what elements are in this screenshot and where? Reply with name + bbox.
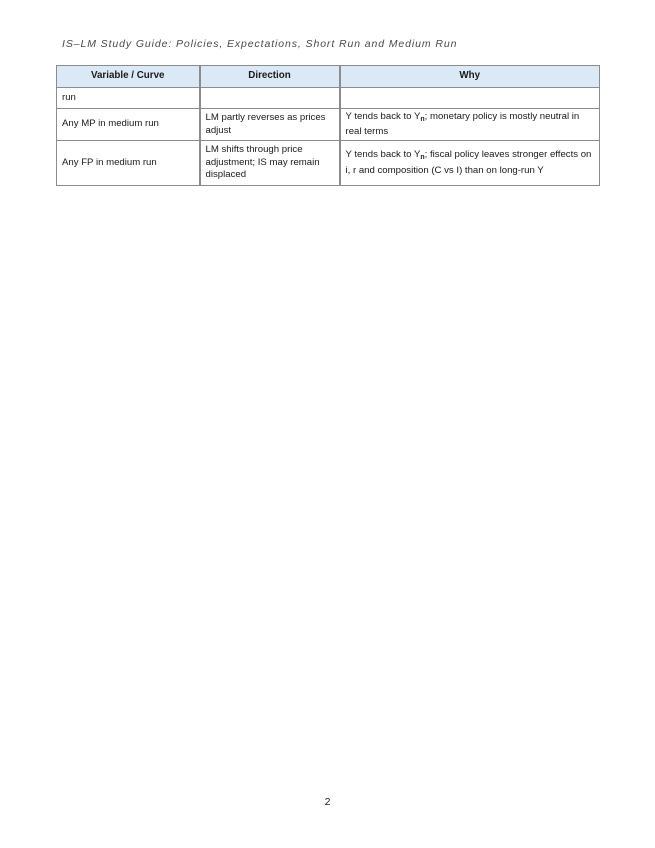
cell-why bbox=[340, 88, 600, 109]
cell-why-text-after: ; monetary policy is mostly neutral in real terms bbox=[345, 110, 580, 137]
table-row bbox=[57, 141, 600, 186]
cell-direction: LM partly reverses as prices adjust bbox=[200, 109, 340, 141]
cell-why-text-after: ; fiscal policy leaves stronger effects on i, r and composition (C vs I) than on long-run Y bbox=[345, 149, 592, 176]
table-header-row bbox=[57, 66, 600, 88]
cell-variable: Any FP in medium run bbox=[57, 141, 200, 186]
natural-output-subscript: n bbox=[420, 154, 425, 162]
cell-variable: run bbox=[57, 88, 200, 109]
policy-summary-table bbox=[56, 65, 600, 186]
natural-output-subscript: n bbox=[420, 115, 425, 123]
table-row bbox=[57, 88, 600, 109]
cell-why bbox=[340, 109, 600, 141]
column-header-why: Why bbox=[340, 66, 600, 88]
cell-variable: Any MP in medium run bbox=[57, 109, 200, 141]
cell-why-text-before: Y tends back to Y bbox=[345, 149, 421, 161]
column-header-variable: Variable / Curve bbox=[57, 66, 200, 88]
cell-direction: LM shifts through price adjustment; IS may remain displaced bbox=[200, 141, 340, 186]
cell-why bbox=[340, 141, 600, 186]
cell-direction bbox=[200, 88, 340, 109]
column-header-direction: Direction bbox=[200, 66, 340, 88]
table-row bbox=[57, 109, 600, 141]
page-number: 2 bbox=[324, 796, 331, 808]
page-header-title: IS–LM Study Guide: Policies, Expectations, Short Run and Medium Run bbox=[62, 38, 458, 50]
cell-why-text-before: Y tends back to Y bbox=[345, 110, 421, 122]
